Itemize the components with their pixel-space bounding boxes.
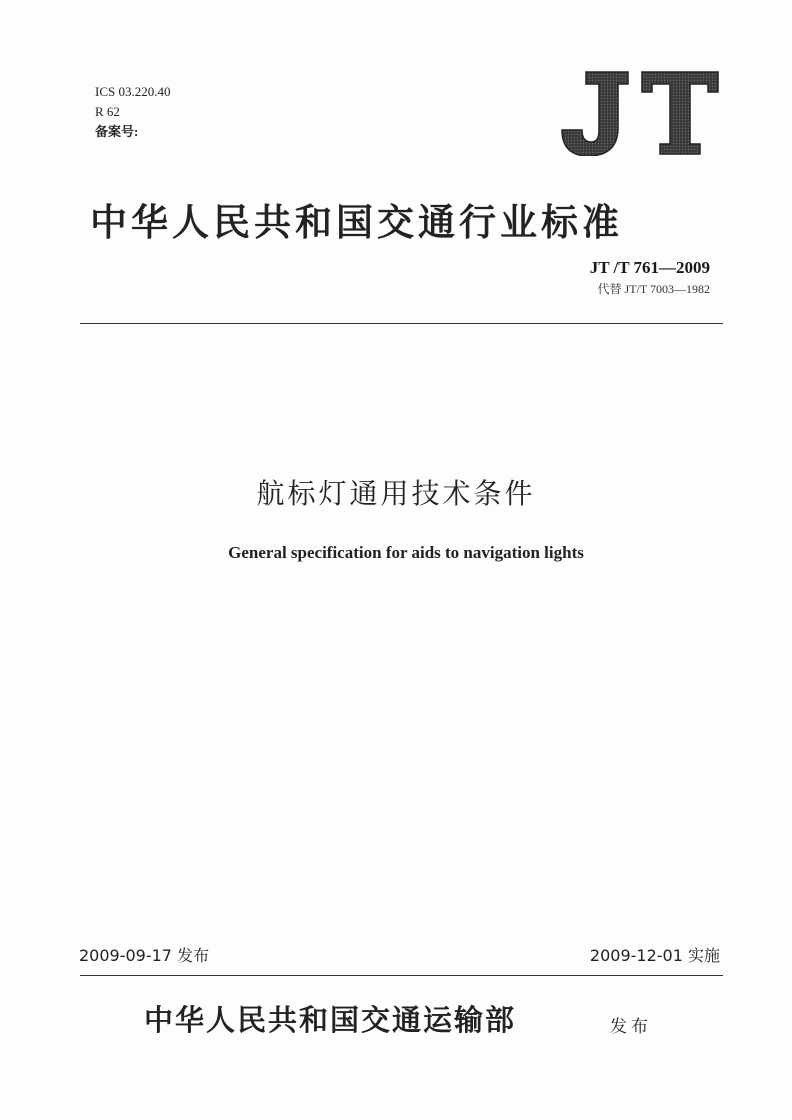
jt-logo	[558, 70, 720, 156]
ics-code: ICS 03.220.40	[95, 84, 171, 99]
replaces-standard: 代替 JT/T 7003—1982	[597, 282, 710, 296]
classification-code: R 62	[95, 104, 120, 119]
issuing-authority: 中华人民共和国交通运输部	[144, 1003, 517, 1037]
document-title-chinese: 航标灯通用技术条件	[256, 477, 536, 510]
metadata-block	[95, 82, 170, 142]
standard-code-block	[590, 256, 710, 298]
footer-divider	[80, 975, 723, 976]
issue-date: 2009-09-17 发布	[79, 946, 210, 965]
filing-number-label: 备案号:	[95, 124, 139, 139]
header-divider	[80, 323, 723, 324]
logo-letter-j	[562, 72, 628, 156]
logo-letter-t	[642, 72, 718, 154]
standard-number: JT /T 761—2009	[589, 258, 710, 277]
issuing-authority-suffix: 发布	[610, 1017, 652, 1037]
implementation-date: 2009-12-01 实施	[589, 946, 720, 965]
document-title-english: General specification for aids to navigation lights	[228, 543, 584, 562]
standard-title: 中华人民共和国交通行业标准	[90, 201, 623, 244]
